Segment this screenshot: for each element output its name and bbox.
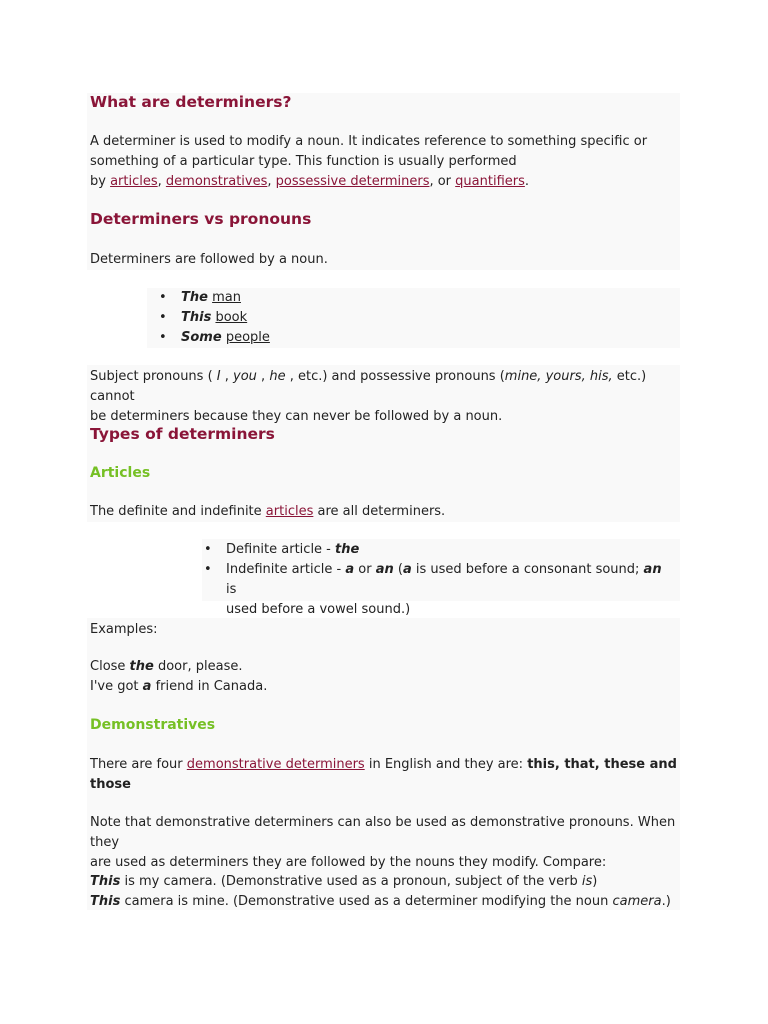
intro-line-2: something of a particular type. This function is usually performed: [90, 154, 517, 169]
example-text: door, please.: [153, 659, 243, 674]
paren-a: a: [402, 562, 412, 577]
list-item: [226, 540, 666, 560]
intro-line-1: A determiner is used to modify a noun. It indicates reference to something specific or: [90, 134, 648, 149]
list-item: [181, 308, 270, 328]
demonstratives-paragraph: [90, 755, 690, 795]
link-possessive-determiners[interactable]: possessive determiners: [275, 174, 430, 189]
demonstratives-list-end: those: [90, 777, 131, 792]
noun-word: book: [215, 310, 248, 325]
pronouns-text: etc.) cannot: [90, 369, 647, 404]
subheading-articles: Articles: [90, 465, 151, 481]
compare-text: ): [592, 874, 598, 889]
pronoun-he: he: [269, 369, 286, 384]
det-word: Some: [181, 330, 222, 345]
possessive-pronouns: mine, yours, his,: [504, 369, 613, 384]
link-quantifiers[interactable]: quantifiers: [455, 174, 525, 189]
compare-text: .): [661, 894, 671, 909]
definite-label: Definite article -: [226, 542, 336, 557]
heading-what-are-determiners: What are determiners?: [90, 93, 292, 111]
pronouns-text: ,: [220, 369, 234, 384]
link-demonstrative-determiners[interactable]: demonstrative determiners: [186, 757, 365, 772]
det-word: This: [181, 310, 212, 325]
link-articles[interactable]: articles: [110, 174, 158, 189]
example-determiner: a: [142, 679, 152, 694]
noun-word: man: [212, 290, 241, 305]
demonstratives-text: in English and they are:: [364, 757, 528, 772]
subheading-demonstratives: Demonstratives: [90, 717, 216, 733]
indefinite-an: an: [375, 562, 394, 577]
list-item: [181, 288, 270, 308]
list-item: [181, 328, 270, 348]
link-demonstratives[interactable]: demonstratives: [165, 174, 268, 189]
intro-or: , or: [429, 174, 456, 189]
noun-word: people: [225, 330, 270, 345]
noun-examples-list: [181, 288, 270, 348]
heading-determiners-vs-pronouns: Determiners vs pronouns: [90, 210, 312, 228]
note-line-1: Note that demonstrative determiners can also be used as demonstrative pronouns. When they: [90, 815, 676, 850]
articles-text: are all determiners.: [313, 504, 446, 519]
compare-verb: is: [581, 874, 593, 889]
compare-text: camera is mine. (Demonstrative used as a determiner modifying the noun: [120, 894, 613, 909]
pronouns-paragraph: [90, 367, 690, 427]
link-articles-2[interactable]: articles: [265, 504, 314, 519]
example-determiner: the: [129, 659, 154, 674]
article-types-list: [226, 540, 666, 620]
example-text: friend in Canada.: [151, 679, 268, 694]
pronouns-text: ,: [256, 369, 270, 384]
followed-by-noun-text: Determiners are followed by a noun.: [90, 252, 328, 267]
paren-is: is: [226, 582, 237, 597]
demonstratives-text: There are four: [90, 757, 187, 772]
definite-word: the: [335, 542, 360, 557]
pronouns-text: Subject pronouns (: [90, 369, 217, 384]
consonant-note: is used before a consonant sound;: [411, 562, 644, 577]
compare-determiner: This: [90, 874, 121, 889]
pronouns-text: , etc.) and possessive pronouns (: [285, 369, 505, 384]
indefinite-or: or: [354, 562, 376, 577]
examples-label: Examples:: [90, 622, 158, 637]
pronouns-line-2: be determiners because they can never be followed by a noun.: [90, 409, 503, 424]
compare-text: is my camera. (Demonstrative used as a pronoun, subject of the verb: [120, 874, 582, 889]
paren-an: an: [643, 562, 662, 577]
intro-comma-1: ,: [157, 174, 166, 189]
vowel-note: used before a vowel sound.): [226, 602, 411, 617]
examples-sentences: [90, 657, 690, 697]
paren-open: (: [393, 562, 403, 577]
intro-by: by: [90, 174, 111, 189]
compare-determiner: This: [90, 894, 121, 909]
intro-paragraph: [90, 132, 690, 192]
indefinite-a: a: [345, 562, 355, 577]
note-line-2: are used as determiners they are followed by the nouns they modify. Compare:: [90, 855, 607, 870]
list-item: [226, 560, 666, 620]
example-text: I've got: [90, 679, 143, 694]
indefinite-label: Indefinite article -: [226, 562, 346, 577]
intro-period: .: [524, 174, 530, 189]
pronoun-i: I: [216, 369, 221, 384]
compare-noun: camera: [612, 894, 662, 909]
articles-text: The definite and indefinite: [90, 504, 266, 519]
intro-comma-2: ,: [267, 174, 276, 189]
example-text: Close: [90, 659, 130, 674]
note-paragraph: [90, 813, 690, 873]
heading-types-of-determiners: Types of determiners: [90, 425, 275, 443]
pronoun-you: you: [233, 369, 257, 384]
det-word: The: [181, 290, 208, 305]
demonstratives-list: this, that, these and: [527, 757, 677, 772]
articles-paragraph: [90, 502, 690, 522]
compare-sentences: [90, 872, 690, 912]
